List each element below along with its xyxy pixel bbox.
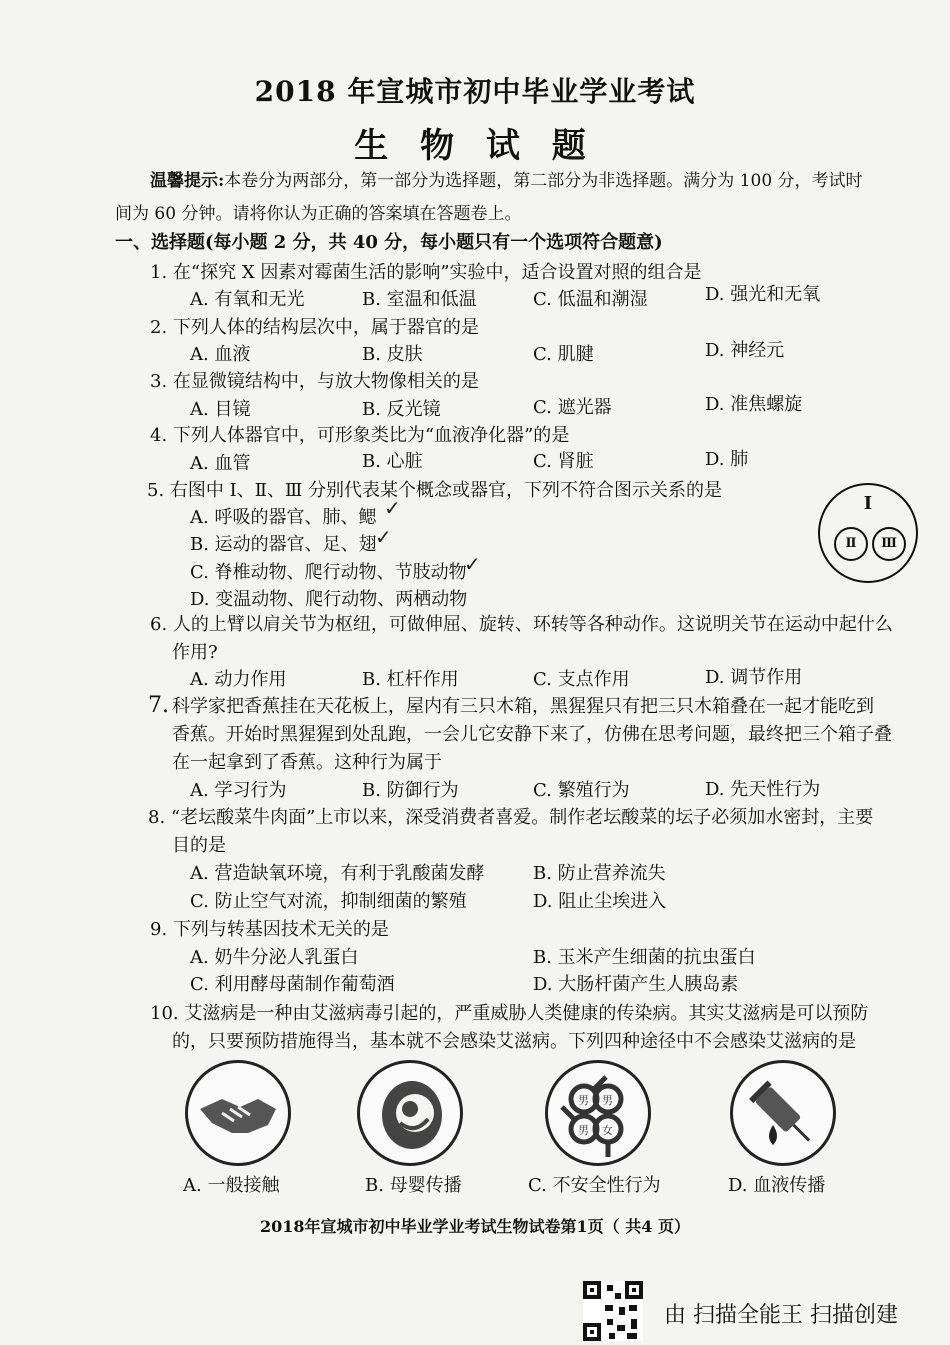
- question-1-stem: 1. 在“探究 X 因素对霉菌生活的影响”实验中，适合设置对照的组合是: [150, 262, 702, 283]
- q5-option-c: C. 脊椎动物、爬行动物、节肢动物: [190, 562, 467, 583]
- q9-option-a: A. 奶牛分泌人乳蛋白: [190, 947, 359, 968]
- q1-option-c: C. 低温和潮湿: [533, 289, 648, 310]
- q3-option-b: B. 反光镜: [362, 399, 441, 420]
- qr-code-icon: [583, 1281, 643, 1341]
- q1-option-b: B. 室温和低温: [362, 289, 477, 310]
- q3-option-d: D. 准焦螺旋: [705, 394, 803, 415]
- concept-diagram: [818, 483, 918, 583]
- symbol-label: 女: [602, 1124, 613, 1137]
- q4-option-a: A. 血管: [190, 453, 251, 474]
- q5-option-a: A. 呼吸的器官、肺、鳃: [190, 507, 377, 528]
- q10-option-d: D. 血液传播: [728, 1175, 826, 1196]
- page-footer: 2018年宣城市初中毕业学业考试生物试卷第1页（ 共4 页）: [260, 1217, 690, 1236]
- question-8-stem-line-1: 8. “老坛酸菜牛肉面”上市以来，深受消费者喜爱。制作老坛酸菜的坛子必须加水密封，主要: [148, 807, 874, 828]
- q3-option-a: A. 目镜: [190, 399, 251, 420]
- q8-option-b: B. 防止营养流失: [533, 863, 666, 884]
- question-7-stem-line-2: 香蕉。开始时黑猩猩到处乱跑，一会儿它安静下来了，仿佛在思考问题，最终把三个箱子叠: [172, 724, 892, 745]
- question-10-stem-line-1: 10. 艾滋病是一种由艾滋病毒引起的，严重威胁人类健康的传染病。其实艾滋病是可以预防: [150, 1003, 869, 1024]
- question-3-stem: 3. 在显微镜结构中，与放大物像相关的是: [150, 371, 479, 392]
- q3-option-c: C. 遮光器: [533, 397, 612, 418]
- question-2-stem: 2. 下列人体的结构层次中，属于器官的是: [150, 317, 479, 338]
- check-mark-icon: ✓: [464, 552, 481, 576]
- q4-option-b: B. 心脏: [362, 451, 423, 472]
- q7-option-b: B. 防御行为: [362, 780, 459, 801]
- question-8-stem-line-2: 目的是: [172, 835, 226, 856]
- diagram-label-left: Ⅱ: [834, 527, 868, 561]
- subject-title: 生 物 试 题: [354, 126, 596, 166]
- mother-baby-icon: [357, 1060, 463, 1166]
- notice-text-1: 本卷分为两部分，第一部分为选择题，第二部分为非选择题。满分为 100 分，考试时: [224, 171, 863, 191]
- q6-option-b: B. 杠杆作用: [362, 669, 459, 690]
- check-mark-icon: ✓: [375, 525, 392, 549]
- q8-option-d: D. 阻止尘埃进入: [533, 891, 667, 912]
- symbol-label: 男: [578, 1094, 589, 1107]
- question-10-stem-line-2: 的，只要预防措施得当，基本就不会感染艾滋病。下列四种途径中不会感染艾滋病的是: [172, 1031, 856, 1052]
- q2-option-b: B. 皮肤: [362, 344, 423, 365]
- question-5-stem: 5. 右图中 Ⅰ、Ⅱ、Ⅲ 分别代表某个概念或器官，下列不符合图示关系的是: [147, 480, 723, 501]
- question-7-stem-line-3: 在一起拿到了香蕉。这种行为属于: [172, 752, 442, 773]
- q9-option-d: D. 大肠杆菌产生人胰岛素: [533, 974, 739, 995]
- diagram-label-right: Ⅲ: [872, 527, 906, 561]
- q6-option-a: A. 动力作用: [190, 669, 287, 690]
- question-6-stem-line-1: 6. 人的上臂以肩关节为枢纽，可做伸屈、旋转、环转等各种动作。这说明关节在运动中起什么: [150, 614, 893, 635]
- q6-option-c: C. 支点作用: [533, 669, 630, 690]
- exam-title: 2018 年宣城市初中毕业学业考试: [254, 75, 696, 108]
- gender-symbols-icon: [545, 1060, 651, 1166]
- diagram-label-outer: I: [863, 493, 873, 514]
- q5-option-b: B. 运动的器官、足、翅: [190, 534, 377, 555]
- q6-option-d: D. 调节作用: [705, 667, 803, 688]
- q7-option-d: D. 先天性行为: [705, 779, 821, 800]
- question-6-stem-line-2: 作用?: [172, 642, 218, 663]
- q4-option-c: C. 肾脏: [533, 451, 594, 472]
- question-7-number: 7.: [148, 693, 169, 718]
- symbol-label: 男: [602, 1094, 613, 1107]
- q8-option-a: A. 营造缺氧环境，有利于乳酸菌发酵: [190, 863, 485, 884]
- q10-option-c: C. 不安全性行为: [528, 1175, 661, 1196]
- q1-option-d: D. 强光和无氧: [705, 284, 821, 305]
- q10-option-a: A. 一般接触: [183, 1175, 280, 1196]
- q9-option-b: B. 玉米产生细菌的抗虫蛋白: [533, 947, 756, 968]
- q1-option-a: A. 有氧和无光: [190, 289, 305, 310]
- handshake-icon: [185, 1060, 291, 1166]
- q9-option-c: C. 利用酵母菌制作葡萄酒: [190, 974, 395, 995]
- symbol-label: 男: [578, 1124, 589, 1137]
- scanner-watermark: 由 扫描全能王 扫描创建: [664, 1303, 898, 1328]
- check-mark-icon: ✓: [384, 496, 401, 520]
- question-9-stem: 9. 下列与转基因技术无关的是: [150, 919, 389, 940]
- notice-line-2: 间为 60 分钟。请将你认为正确的答案填在答题卷上。: [115, 204, 522, 224]
- notice-label: 温馨提示:: [150, 171, 225, 191]
- q7-option-a: A. 学习行为: [190, 780, 287, 801]
- q10-option-b: B. 母婴传播: [365, 1175, 462, 1196]
- question-4-stem: 4. 下列人体器官中，可形象类比为“血液净化器”的是: [150, 425, 570, 446]
- q5-option-d: D. 变温动物、爬行动物、两栖动物: [190, 589, 468, 610]
- question-7-stem-line-1: 科学家把香蕉挂在天花板上，屋内有三只木箱，黑猩猩只有把三只木箱叠在一起才能吃到: [172, 696, 874, 717]
- q2-option-d: D. 神经元: [705, 340, 785, 361]
- notice-line-1: [150, 166, 863, 191]
- q2-option-a: A. 血液: [190, 344, 251, 365]
- q8-option-c: C. 防止空气对流，抑制细菌的繁殖: [190, 891, 467, 912]
- syringe-icon: [730, 1060, 836, 1166]
- q2-option-c: C. 肌腱: [533, 344, 594, 365]
- q7-option-c: C. 繁殖行为: [533, 780, 630, 801]
- section-heading: 一、选择题(每小题 2 分，共 40 分，每小题只有一个选项符合题意): [115, 232, 663, 253]
- q4-option-d: D. 肺: [705, 449, 749, 470]
